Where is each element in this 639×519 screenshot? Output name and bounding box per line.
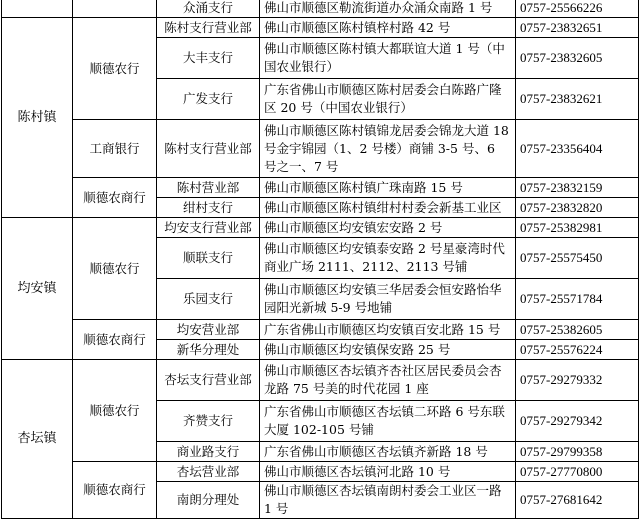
branch-cell: 陈村支行营业部 xyxy=(157,18,260,38)
address-cell: 佛山市顺德区均安镇宏安路 2 号 xyxy=(260,218,516,238)
address-cell: 佛山市顺德区杏坛镇齐杏社区居民委员会杏龙路 75 号美的时代花园 1 座 xyxy=(260,360,516,401)
address-cell: 广东省佛山市顺德区杏坛镇齐新路 18 号 xyxy=(260,442,516,462)
table-row xyxy=(2,218,639,238)
tel-cell: 0757-29279332 xyxy=(516,360,639,401)
tel-cell: 0757-25571784 xyxy=(516,279,639,320)
town-cell xyxy=(2,0,73,18)
bank-cell: 顺德农商行 xyxy=(73,320,157,360)
address-cell: 佛山市顺德区陈村镇锦龙居委会锦龙大道 18 号金宇锦园（1、2 号楼）商铺 3-5 号、6 号之一、7 号 xyxy=(260,120,516,178)
address-cell: 佛山市顺德区杏坛镇河北路 10 号 xyxy=(260,462,516,482)
address-cell: 佛山市顺德区陈村镇梓村路 42 号 xyxy=(260,18,516,38)
bank-cell: 工商银行 xyxy=(73,120,157,178)
address-cell: 佛山市顺德区陈村镇广珠南路 15 号 xyxy=(260,178,516,198)
branch-cell: 大丰支行 xyxy=(157,38,260,79)
branch-cell: 均安支行营业部 xyxy=(157,218,260,238)
address-cell: 佛山市顺德区杏坛镇南朗村委会工业区一路 1 号 xyxy=(260,482,516,519)
tel-cell: 0757-29799358 xyxy=(516,442,639,462)
tel-cell: 0757-23832820 xyxy=(516,198,639,218)
branch-cell: 杏坛营业部 xyxy=(157,462,260,482)
bank-cell: 顺德农行 xyxy=(73,360,157,462)
tel-cell: 0757-29279342 xyxy=(516,401,639,442)
table-row xyxy=(2,0,639,18)
branch-cell: 商业路支行 xyxy=(157,442,260,462)
tel-cell: 0757-25382605 xyxy=(516,320,639,340)
table-row xyxy=(2,320,639,340)
tel-cell: 0757-25382981 xyxy=(516,218,639,238)
bank-cell: 顺德农商行 xyxy=(73,462,157,519)
tel-cell: 0757-23832621 xyxy=(516,79,639,120)
table-row xyxy=(2,360,639,401)
table-row xyxy=(2,18,639,38)
address-cell: 广东省佛山市顺德区杏坛镇二环路 6 号东联大厦 102-105 号铺 xyxy=(260,401,516,442)
branch-cell: 绀村支行 xyxy=(157,198,260,218)
branch-cell: 广发支行 xyxy=(157,79,260,120)
branch-cell: 陈村支行营业部 xyxy=(157,120,260,178)
branch-cell: 杏坛支行营业部 xyxy=(157,360,260,401)
town-cell: 均安镇 xyxy=(2,218,73,360)
table-row xyxy=(2,462,639,482)
tel-cell: 0757-27770800 xyxy=(516,462,639,482)
tel-cell: 0757-27681642 xyxy=(516,482,639,519)
branch-cell: 众涌支行 xyxy=(157,0,260,18)
branch-cell: 南朗分理处 xyxy=(157,482,260,519)
tel-cell: 0757-25576224 xyxy=(516,340,639,360)
address-cell: 佛山市顺德区勒流街道办众涌众南路 1 号 xyxy=(260,0,516,18)
branch-cell: 乐园支行 xyxy=(157,279,260,320)
bank-cell: 顺德农商行 xyxy=(73,178,157,218)
town-cell: 杏坛镇 xyxy=(2,360,73,519)
address-cell: 佛山市顺德区均安镇三华居委会恒安路怡华园阳光新城 5-9 号地铺 xyxy=(260,279,516,320)
branch-cell: 陈村营业部 xyxy=(157,178,260,198)
bank-cell: 顺德农行 xyxy=(73,218,157,320)
branch-cell: 顺联支行 xyxy=(157,238,260,279)
bank-branch-table xyxy=(1,0,639,519)
tel-cell: 0757-25566226 xyxy=(516,0,639,18)
tel-cell: 0757-23356404 xyxy=(516,120,639,178)
bank-cell: 顺德农行 xyxy=(73,18,157,120)
table-row xyxy=(2,178,639,198)
bank-cell xyxy=(73,0,157,18)
town-cell: 陈村镇 xyxy=(2,18,73,218)
branch-cell: 新华分理处 xyxy=(157,340,260,360)
address-cell: 佛山市顺德区陈村镇绀村村委会新基工业区 xyxy=(260,198,516,218)
branch-cell: 齐赞支行 xyxy=(157,401,260,442)
branch-cell: 均安营业部 xyxy=(157,320,260,340)
table-row xyxy=(2,120,639,178)
address-cell: 广东省佛山市顺德区陈村居委会白陈路广隆区 20 号（中国农业银行） xyxy=(260,79,516,120)
address-cell: 佛山市顺德区均安镇保安路 25 号 xyxy=(260,340,516,360)
tel-cell: 0757-25575450 xyxy=(516,238,639,279)
tel-cell: 0757-23832159 xyxy=(516,178,639,198)
address-cell: 广东省佛山市顺德区均安镇百安北路 15 号 xyxy=(260,320,516,340)
address-cell: 佛山市顺德区陈村镇大都联谊大道 1 号（中国农业银行） xyxy=(260,38,516,79)
address-cell: 佛山市顺德区均安镇泰安路 2 号星豪湾时代商业广场 2111、2112、2113 号铺 xyxy=(260,238,516,279)
tel-cell: 0757-23832651 xyxy=(516,18,639,38)
tel-cell: 0757-23832605 xyxy=(516,38,639,79)
